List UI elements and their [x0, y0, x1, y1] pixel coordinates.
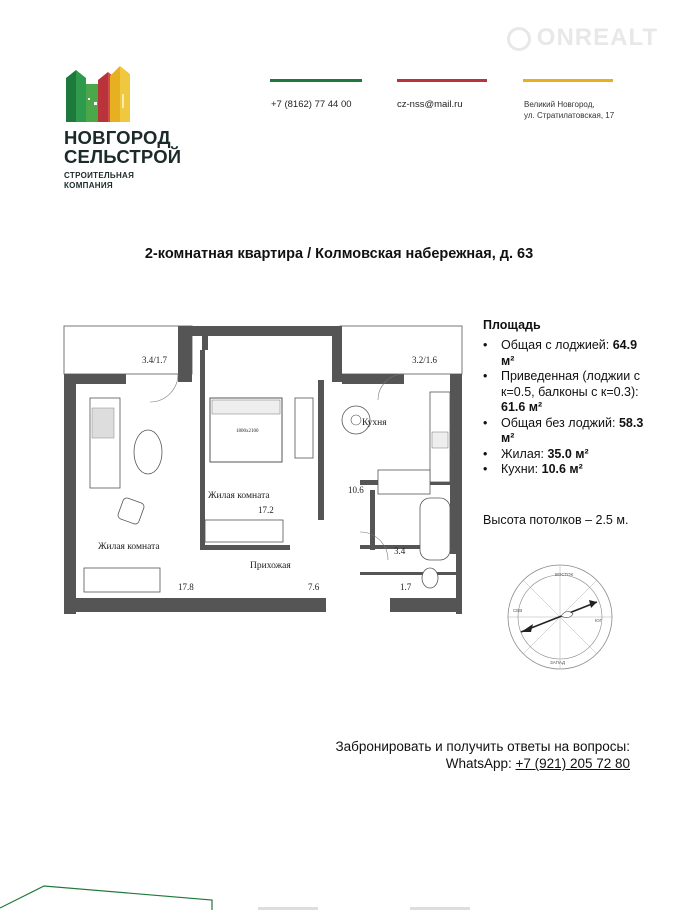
ceiling-height: Высота потолков – 2.5 м.	[483, 513, 629, 527]
company-email[interactable]: cz-nss@mail.ru	[397, 99, 463, 110]
red-bar	[397, 79, 487, 82]
whatsapp-phone-link[interactable]: +7 (921) 205 72 80	[515, 756, 630, 771]
list-item: • Жилая: 35.0 м²	[483, 447, 653, 463]
cta-whatsapp: WhatsApp: +7 (921) 205 72 80	[445, 756, 630, 771]
compass-icon	[505, 562, 615, 672]
svg-text:СЕВ: СЕВ	[513, 608, 523, 613]
loggia-right-area: 3.2/1.6	[412, 355, 438, 365]
company-subtitle: СТРОИТЕЛЬНАЯ КОМПАНИЯ	[64, 171, 135, 190]
kitchen-label: Кухня	[362, 418, 387, 428]
company-name: НОВГОРОД СЕЛЬСТРОЙ	[64, 127, 182, 167]
area-heading: Площадь	[483, 318, 541, 332]
yellow-bar	[523, 79, 613, 82]
footer-decoration	[0, 878, 678, 910]
loggia-left-area: 3.4/1.7	[142, 355, 168, 365]
watermark-home-icon	[507, 27, 531, 51]
company-phone[interactable]: +7 (8162) 77 44 00	[271, 99, 352, 110]
list-item: • Общая с лоджией: 64.9 м²	[483, 338, 653, 369]
area-list	[483, 338, 653, 478]
room1-area: 17.2	[258, 505, 274, 515]
floor-plan	[60, 320, 470, 620]
watermark: ONREALT	[507, 24, 658, 52]
bath-area: 3.4	[394, 546, 406, 556]
cta-text: Забронировать и получить ответы на вопросы:	[335, 739, 630, 754]
kitchen-area: 10.6	[348, 485, 364, 495]
hall-area: 7.6	[308, 582, 320, 592]
list-item: • Кухни: 10.6 м²	[483, 462, 653, 478]
company-logo	[64, 64, 142, 122]
room2-label: Жилая комната	[98, 542, 160, 552]
svg-text:ВОСТОК: ВОСТОК	[555, 572, 574, 577]
bed-size-label: 1800x2100	[236, 429, 259, 434]
room1-label: Жилая комната	[208, 491, 270, 501]
list-item: • Общая без лоджий: 58.3 м²	[483, 416, 653, 447]
cta-block	[300, 738, 630, 772]
listing-title: 2-комнатная квартира / Колмовская набережная, д. 63	[144, 246, 534, 262]
green-bar	[270, 79, 362, 82]
hall-label: Прихожая	[250, 561, 291, 571]
svg-text:ЮГ: ЮГ	[595, 618, 602, 623]
company-address: Великий Новгород, ул. Стратилатовская, 17	[524, 100, 615, 120]
list-item: • Приведенная (лоджии с к=0.5, балконы с к=0.3): 61.6 м²	[483, 369, 653, 416]
svg-text:ЗАПАД: ЗАПАД	[550, 660, 566, 665]
room2-area: 17.8	[178, 582, 194, 592]
logo-buildings-icon	[64, 64, 142, 122]
wc-area: 1.7	[400, 582, 412, 592]
compass-rose	[505, 562, 615, 672]
